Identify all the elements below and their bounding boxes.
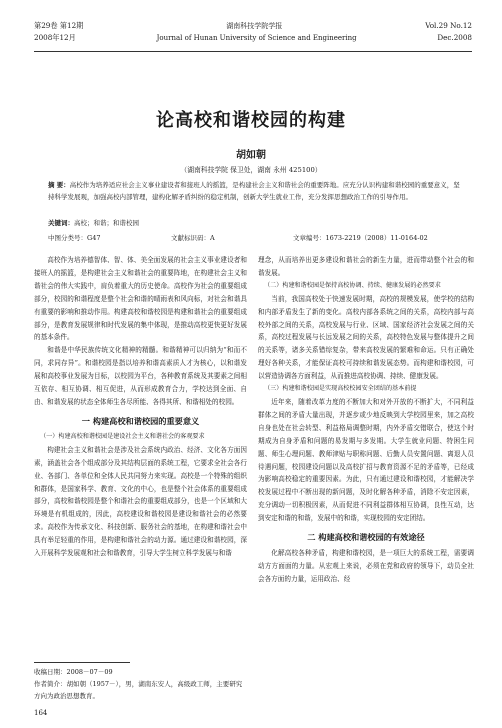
article-number: 文章编号：1673-2219（2008）11-0164-02 bbox=[293, 234, 428, 242]
classification-line bbox=[48, 233, 472, 242]
footnote-divider bbox=[34, 662, 130, 663]
subsection-heading: （三）构建和谐校园是实现高校校园安全团结的基本前提 bbox=[264, 385, 417, 393]
volume-issue: 第29卷 第12期 bbox=[34, 21, 84, 30]
section-heading: 一 构建高校和谐校园的重要意义 bbox=[81, 415, 200, 426]
footnote bbox=[34, 662, 247, 702]
keywords-text: 高校；和谐；和谐校园 bbox=[74, 219, 139, 227]
left-column bbox=[34, 254, 247, 560]
received-date: 收稿日期：2008－07－09 bbox=[34, 668, 113, 676]
body-paragraph: 化解高校各种矛盾，构建和谐校园，是一项巨大的系统工程，需要调动方方面面的力量。从宏观上来说，必须在党和政府的领导下，动员全社会各方面的力量，运用政治、经 bbox=[258, 549, 474, 583]
clc-number: 中图分类号：G47 bbox=[48, 234, 101, 242]
body-paragraph: 当前，我国高校处于快速发展时期，高校的规模发展，使学校的结构和内部矛盾发生了新的变化。高校内部各系统之间的关系，高校内部与高校外部之间的关系，高校发展与行业、区域、国家经济社会发展之间的关系，高校过程发展与长远发展之间的关系，高校特色发展与整体提升之间的关系等，诸多关系错综复杂，带来高校发展的繁难和命运。只有正确处理好各种关系，才能保证高校可持续和谐发展态势。而构建和谐校园，可以营造协调各方面利益，从而推进高校协调、持续、健康发展。 bbox=[258, 294, 474, 381]
body-paragraph: 近年来，随着改革力度的不断加大和对外开放的不断扩大，不同利益群体之间的矛盾大量出现，并逐步或少地反映到大学校园里来，加之高校自身也处在社会转型、利益格局调整时期，内外矛盾交错联合，使这个时期成为自身矛盾和问题的易发期与多发期。大学生就业问题、特困生问题、师生心理问题、教师津贴与职称问题、后勤人员安置问题、离退人员待遇问题，校园建设问题以及高校扩招与教育资源不足的矛盾等，已经成为影响高校稳定的重要因素。为此，只有通过建设和谐校园，才能解决学校发展过程中不断出现的新问题，及时化解各种矛盾，消除不安定因素，充分调动一切积极因素，从而促进不同利益群体相互协调，良性互动，达到安定和谐的和谐，发展中的和谐，实现校园的安定团结。 bbox=[258, 397, 474, 523]
right-column bbox=[258, 254, 474, 586]
journal-name-en: Journal of Hunan University of Science and Engineering bbox=[156, 34, 357, 42]
abstract-text: 高校作为培养适应社会主义事业建设者和接班人的摇篮，是构建社会主义和谐社会的重要阵地。应充分认识构建和谐校园的重要意义，坚持科学发展观，加强高校内部管理，建构化解矛盾纠纷的稳定机制，创新大学生就业工作，充分发挥思想政治工作的引导作用。 bbox=[48, 181, 460, 201]
author-name: 胡如朝 bbox=[236, 150, 266, 161]
journal-name-cn: 湖南科技学院学报 bbox=[226, 22, 283, 30]
journal-header bbox=[34, 20, 472, 52]
body-paragraph: 和谐是中华民族传统文化精神的精髓。和谐精神可以归纳为“和而不同，求同存异”。和谐校园是指以培养和谐高素质人才为核心，以和谐发展和高校事业发展为目标，以校园为平台，各种教育系统及其要素之间相互依存、相互协调、相互促进，从而形成教育合力，学校达到全面、自由、和谐发展的状态全体师生各尽所能、各得其所、和谐相处的校园。 bbox=[34, 346, 247, 406]
document-code: 文献标识码：A bbox=[171, 234, 215, 242]
body-paragraph: 构建社会主义和谐社会是涉及社会系统内政治、经济、文化各方面因素，涵盖社会各个组成部分及其结构层面的系统工程，它要求全社会各行业、各部门、各单位和全体人民共同努力来实现。高校是一个特殊的组织和群体，是国家科学、教育、文化的中心，也是整个社会体系的重要组成部分，高校和谐校园是整个和谐社会的重要组成部分，也是一个区域和大环境是有机组成的，因此，高校建设和谐校园是建设和谐社会的必然要求。高校作为传承文化、科技创新、服务社会的基地，在构建和谐社会中具有举足轻重的作用，是构建和谐社会的动力源。通过建设和谐校园，深入开展科学发展观和社会和谐教育，引导大学生树立科学发展与和谐 bbox=[34, 445, 247, 558]
body-paragraph: 理念，从而培养出更多建设和谐社会的新生力量，进而带动整个社会的和谐发展。 bbox=[258, 256, 474, 277]
author-affiliation: （湖南科技学院 保卫处，湖南 永州 425100） bbox=[180, 166, 322, 174]
abstract-label: 摘 要： bbox=[48, 181, 70, 189]
header-divider bbox=[34, 51, 472, 52]
section-heading: 二 构建高校和谐校园的有效途径 bbox=[307, 532, 425, 543]
keywords-label: 关键词： bbox=[48, 219, 74, 227]
abstract bbox=[48, 180, 464, 203]
keywords bbox=[48, 218, 464, 229]
publication-date: 2008年12月 bbox=[34, 33, 76, 42]
page-number: 164 bbox=[34, 709, 48, 717]
subsection-heading: （二）构建和谐校园是保持高校协调、持续、健康发展的必然要求 bbox=[264, 281, 441, 289]
volume-issue-en: Vol.29 No.12 bbox=[425, 21, 472, 30]
author-bio: 作者简介：胡如朝（1957－），男，湖南东安人，高级政工师，主要研究方向为政治思想教育。 bbox=[34, 680, 243, 700]
subsection-heading: （一）构建高校和谐校园是建设社会主义和谐社会的客观要求 bbox=[40, 432, 205, 440]
body-paragraph: 高校作为培养德智体、智、体、美全面发展的社会主义事业建设者和接班人的摇篮，是构建社会主义和谐社会的重要阵地，在构建社会主义和谐社会的伟大实践中，肩负着重大的历史使命。高校作为社会的重要组成部分，校园的和谐程度是整个社会和谐的晴雨表和风向标，对社会和谐具有重要的影响和推动作用。构建高校和谐校园是构建和谐社会的重要组成部分，是教育发展规律和时代发展的集中体现，是推动高校更快更好发展的基本条件。 bbox=[34, 256, 247, 342]
paper-title: 论高校和谐校园的构建 bbox=[156, 110, 346, 131]
publication-date-en: Dec.2008 bbox=[437, 33, 472, 42]
